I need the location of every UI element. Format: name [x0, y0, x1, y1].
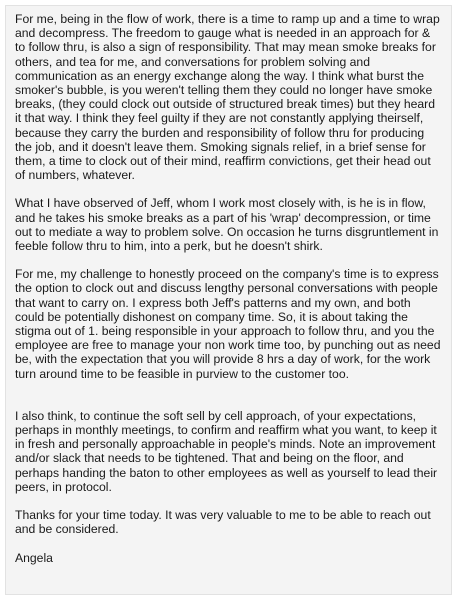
paragraph-jeff: What I have observed of Jeff, whom I work most closely with, is he is in flow, and he takes his smoke breaks as a part of his 'wrap' decompression, or time out to mediate a way to problem solve. On occasion he turns disgruntlement in feeble follow thru to him, into a perk, but he doesn't shirk. [15, 196, 439, 254]
paragraph-thanks: Thanks for your time today. It was very valuable to me to be able to reach out and be considered. [15, 508, 431, 537]
paragraph-soft-sell: I also think, to continue the soft sell by cell approach, of your expectations, perhaps in monthly meetings, to confirm and reaffirm what you want, to keep it in fresh and personally approachable in people's minds. Note an improvement and/or slack that needs to be tightened. That and being on the floor, and perhaps handing the baton to other employees as well as yourself to lead their peers, in protocol. [15, 408, 438, 494]
paragraph-challenge: For me, my challenge to honestly proceed on the company's time is to express the option to clock out and discuss lengthy personal conversations with people that want to carry on. I express both Jeff's patterns and my own, and both could be potentially dishonest on company time. So, it is about taking the stigma out of 1. being responsible in your approach to follow thru, and you the employee are free to manage your non work time too, by punching out as need be, with the expectation that you will provide 8 hrs a day of work, for the work turn around time to be feasible in purview to the customer too. [15, 267, 441, 381]
paragraph-workflow: For me, being in the flow of work, there is a time to ramp up and a time to wrap and decompress. The freedom to gauge what is needed in an approach for & to follow thru, is also a sign of responsibility. That may mean smoke breaks for others, and tea for me, and conversations for problem solving and communication as an energy exchange along the way. I think what burst the smoker's bubble, is you weren't telling them they could no longer have smoke breaks, (they could clock out outside of structured break times) but they heard it that way. I think they feel guilty if they are not constantly applying theirself, because they carry the burden and responsibility of follow thru for producing the job, and it doesn't leave them. Smoking signals relief, in a brief sense for them, a time to clock out of their mind, reaffirm convictions, get their head out of numbers, whatever. [15, 12, 440, 183]
blank-gap [15, 395, 442, 409]
signature-name: Angela [15, 550, 53, 565]
letter-body [6, 6, 451, 565]
letter-panel [5, 5, 452, 595]
